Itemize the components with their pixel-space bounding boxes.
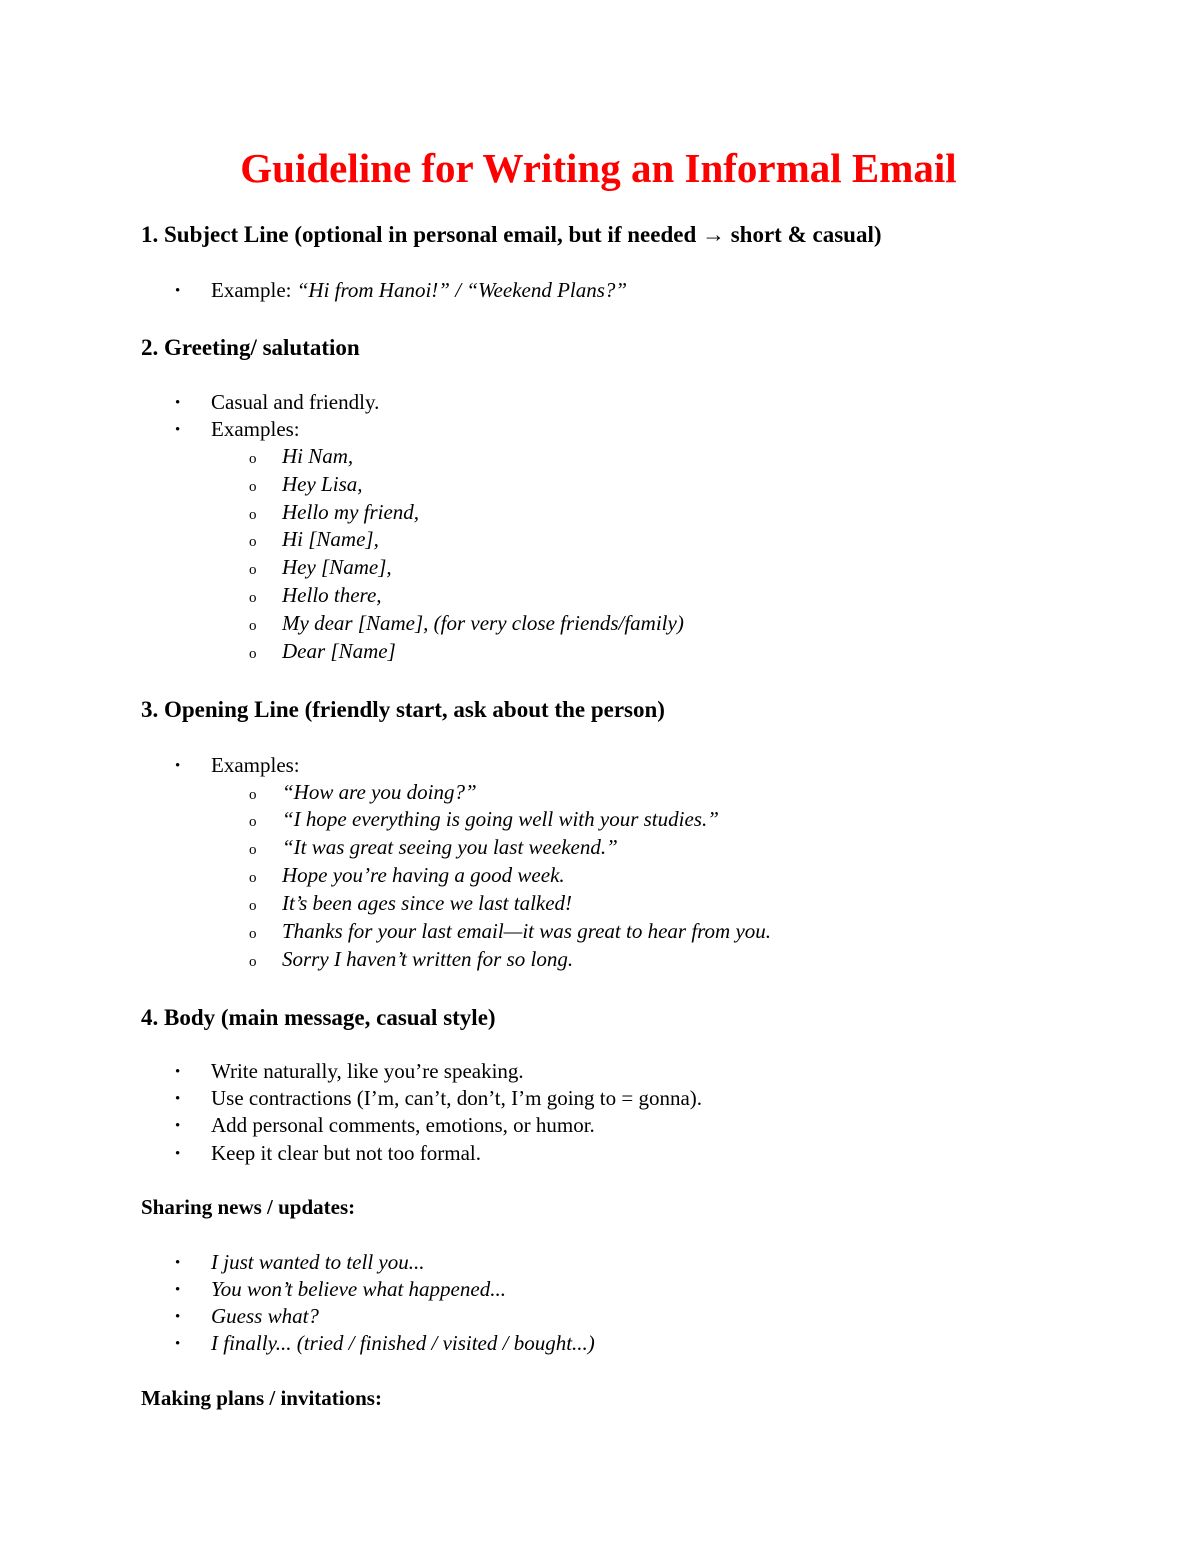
greeting-example: My dear [Name], (for very close friends/family): [282, 611, 684, 635]
circle-bullet-icon: o: [249, 646, 257, 662]
circle-bullet-icon: o: [249, 618, 257, 634]
bullet-icon: •: [175, 283, 181, 299]
circle-bullet-icon: o: [249, 507, 257, 523]
greeting-example: Hi [Name],: [282, 527, 379, 551]
opening-example: “It was great seeing you last weekend.”: [282, 835, 618, 859]
list-item: Examples:: [211, 753, 300, 777]
subject-example: [211, 277, 627, 304]
list-item: Keep it clear but not too formal.: [211, 1141, 481, 1165]
document-title: Guideline for Writing an Informal Email: [240, 145, 957, 191]
section-heading-opening-line: 3. Opening Line (friendly start, ask about the person): [141, 697, 665, 722]
opening-example: “I hope everything is going well with your studies.”: [282, 807, 719, 831]
circle-bullet-icon: o: [249, 562, 257, 578]
bullet-icon: •: [175, 1336, 181, 1352]
greeting-example: Hey Lisa,: [282, 472, 363, 496]
opening-example: Sorry I haven’t written for so long.: [282, 947, 574, 971]
circle-bullet-icon: o: [249, 898, 257, 914]
circle-bullet-icon: o: [249, 590, 257, 606]
list-item: I finally... (tried / finished / visited / bought...): [211, 1331, 595, 1355]
bullet-icon: •: [175, 1064, 181, 1080]
bullet-icon: •: [175, 395, 181, 411]
bullet-icon: •: [175, 1118, 181, 1134]
subheading-sharing-news: Sharing news / updates:: [141, 1195, 356, 1219]
section-heading-greeting: 2. Greeting/ salutation: [141, 335, 360, 360]
opening-example: It’s been ages since we last talked!: [282, 891, 573, 915]
opening-example: Thanks for your last email—it was great to hear from you.: [282, 919, 772, 943]
circle-bullet-icon: o: [249, 926, 257, 942]
section-heading-subject-line: 1. Subject Line (optional in personal email, but if needed → short & casual): [141, 222, 882, 247]
greeting-example: Dear [Name]: [282, 639, 396, 663]
circle-bullet-icon: o: [249, 870, 257, 886]
bullet-icon: •: [175, 1282, 181, 1298]
bullet-icon: •: [175, 1091, 181, 1107]
greeting-example: Hi Nam,: [282, 444, 354, 468]
bullet-icon: •: [175, 422, 181, 438]
bullet-icon: •: [175, 758, 181, 774]
list-item: You won’t believe what happened...: [211, 1277, 506, 1301]
list-item: Add personal comments, emotions, or humor.: [211, 1113, 595, 1137]
list-item: Casual and friendly.: [211, 390, 380, 414]
greeting-example: Hey [Name],: [282, 555, 392, 579]
example-label: Example:: [211, 278, 297, 302]
section-heading-body: 4. Body (main message, casual style): [141, 1005, 496, 1030]
circle-bullet-icon: o: [249, 954, 257, 970]
greeting-example: Hello there,: [282, 583, 382, 607]
list-item: I just wanted to tell you...: [211, 1250, 425, 1274]
subheading-making-plans: Making plans / invitations:: [141, 1386, 382, 1410]
list-item: Write naturally, like you’re speaking.: [211, 1059, 524, 1083]
greeting-example: Hello my friend,: [282, 500, 420, 524]
bullet-icon: •: [175, 1146, 181, 1162]
circle-bullet-icon: o: [249, 842, 257, 858]
opening-example: “How are you doing?”: [282, 780, 477, 804]
opening-example: Hope you’re having a good week.: [282, 863, 565, 887]
list-item: Guess what?: [211, 1304, 319, 1328]
bullet-icon: •: [175, 1255, 181, 1271]
circle-bullet-icon: o: [249, 451, 257, 467]
bullet-icon: •: [175, 1309, 181, 1325]
circle-bullet-icon: o: [249, 479, 257, 495]
list-item: Examples:: [211, 417, 300, 441]
circle-bullet-icon: o: [249, 534, 257, 550]
circle-bullet-icon: o: [249, 787, 257, 803]
list-item: Use contractions (I’m, can’t, don’t, I’m going to = gonna).: [211, 1086, 703, 1110]
example-text: “Hi from Hanoi!” / “Weekend Plans?”: [296, 278, 628, 302]
circle-bullet-icon: o: [249, 814, 257, 830]
